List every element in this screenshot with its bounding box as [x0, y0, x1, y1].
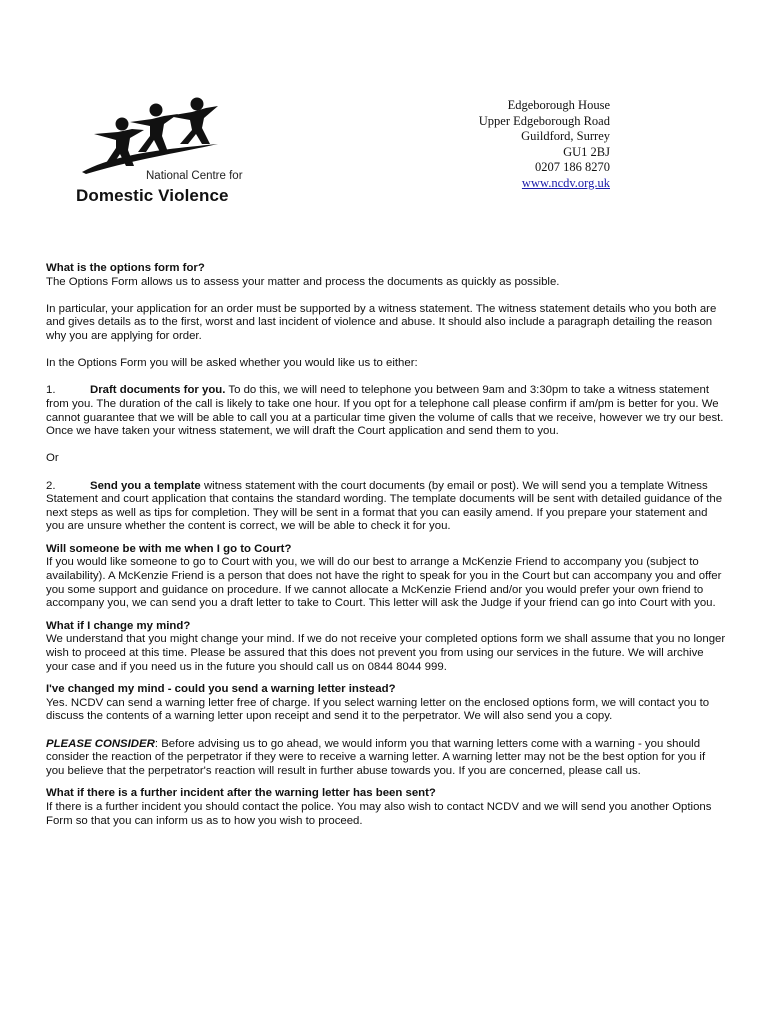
option-item-1	[46, 384, 726, 438]
address-phone: 0207 186 8270	[535, 160, 610, 174]
option-item-2-number: 2.	[46, 479, 56, 492]
address-line-2: Upper Edgeborough Road	[478, 113, 610, 128]
options-heading: What is the options form for?	[46, 262, 205, 274]
document-body	[46, 262, 726, 842]
consider-label: PLEASE CONSIDER	[46, 737, 155, 750]
warning-text: Yes. NCDV can send a warning letter free of charge. If you select warning letter on the enclosed options form, we will contact you to discuss the contents of a warning letter upon receipt and send it to the perpetrator. We will also send you a copy.	[46, 696, 710, 723]
option-item-2-title: Send you a template	[90, 479, 201, 492]
consider-paragraph	[46, 738, 726, 779]
website-link[interactable]: www.ncdv.org.uk	[521, 175, 610, 190]
address-line-3: Guildford, Surrey	[521, 129, 610, 143]
option-item-1-title: Draft documents for you.	[90, 384, 226, 397]
option-item-1-text: To do this, we will need to telephone you between 9am and 3:30pm to take a witness statement from you. The duration of the call is likely to take one hour. If you opt for a telephone call please confirm if am/pm is better for you. We cannot guarantee that we will be able to call you at a particular time given the volume of calls that we receive, however we try our best. Once we have taken your witness statement, we will draft the Court application and send them to you.	[46, 384, 724, 438]
change-heading: What if I change my mind?	[46, 619, 191, 632]
consider-text: : Before advising us to go ahead, we would inform you that warning letters come with a warning - you should consider the reaction of the perpetrator if they were to receive a warning letter. A warning letter may not be the best option for you if you believe that the perpetrator's reaction will result in further abuse towards you. If you are concerned, please call us.	[46, 737, 706, 777]
warning-heading: I've changed my mind - could you send a warning letter instead?	[46, 683, 396, 696]
change-text: We understand that you might change your mind. If we do not receive your completed options form we shall assume that you no longer wish to proceed at this time. Please be assured that this does not prevent you from using our services in the future. We will archive your case and if you need us in the future you should call us on 0844 8044 999.	[46, 633, 726, 673]
further-text: If there is a further incident you should contact the police. You may also wish to contact NCDV and we will send you another Options Form so that you can inform us as to how you wish to proceed.	[46, 800, 712, 827]
further-heading: What if there is a further incident after the warning letter has been sent?	[46, 787, 436, 800]
option-item-1-number: 1.	[46, 384, 56, 397]
logo-title: Domestic Violence	[76, 186, 229, 205]
logo-subtitle: National Centre for	[146, 170, 243, 182]
options-paragraph-2: In the Options Form you will be asked whether you would like us to either:	[46, 357, 418, 370]
option-item-2	[46, 480, 726, 534]
address-block	[479, 98, 610, 191]
options-intro: The Options Form allows us to assess your matter and process the documents as quickly as possible.	[46, 275, 560, 288]
address-postcode: GU1 2BJ	[563, 144, 610, 159]
or-text: Or	[46, 452, 59, 465]
address-line-1: Edgeborough House	[507, 98, 610, 112]
court-heading: Will someone be with me when I go to Court?	[46, 542, 292, 555]
three-figures-logo-icon	[72, 94, 222, 174]
options-paragraph-1: In particular, your application for an order must be supported by a witness statement. The witness statement details who you both are and gives details as to the first, worst and last incident of violence and abuse. It should also include a paragraph detailing the reason why you are applying for order.	[46, 302, 717, 342]
option-item-2-text: witness statement with the court documents (by email or post). We will send you a template Witness Statement and court application that contains the standard wording. The template documents will be sent with detailed guidance of the next steps as well as tips for completion. They will be sent in a format that you can easily amend. If you prepare your statement and you are unsure whether the content is correct, we will be able to check it for you.	[46, 479, 723, 533]
court-text: If you would like someone to go to Court with you, we will do our best to arrange a McKenzie Friend to accompany you (subject to availability). A McKenzie Friend is a person that does not have the right to speak for you in the Court but can accompany you and offer you some support and guidance on procedure. If we cannot allocate a McKenzie Friend and/or you would prefer your own friend to accompany you, we can send you a draft letter to take to Court. This letter will ask the Judge if your friend can go into Court with you.	[46, 556, 722, 610]
ncdv-logo	[72, 94, 262, 210]
